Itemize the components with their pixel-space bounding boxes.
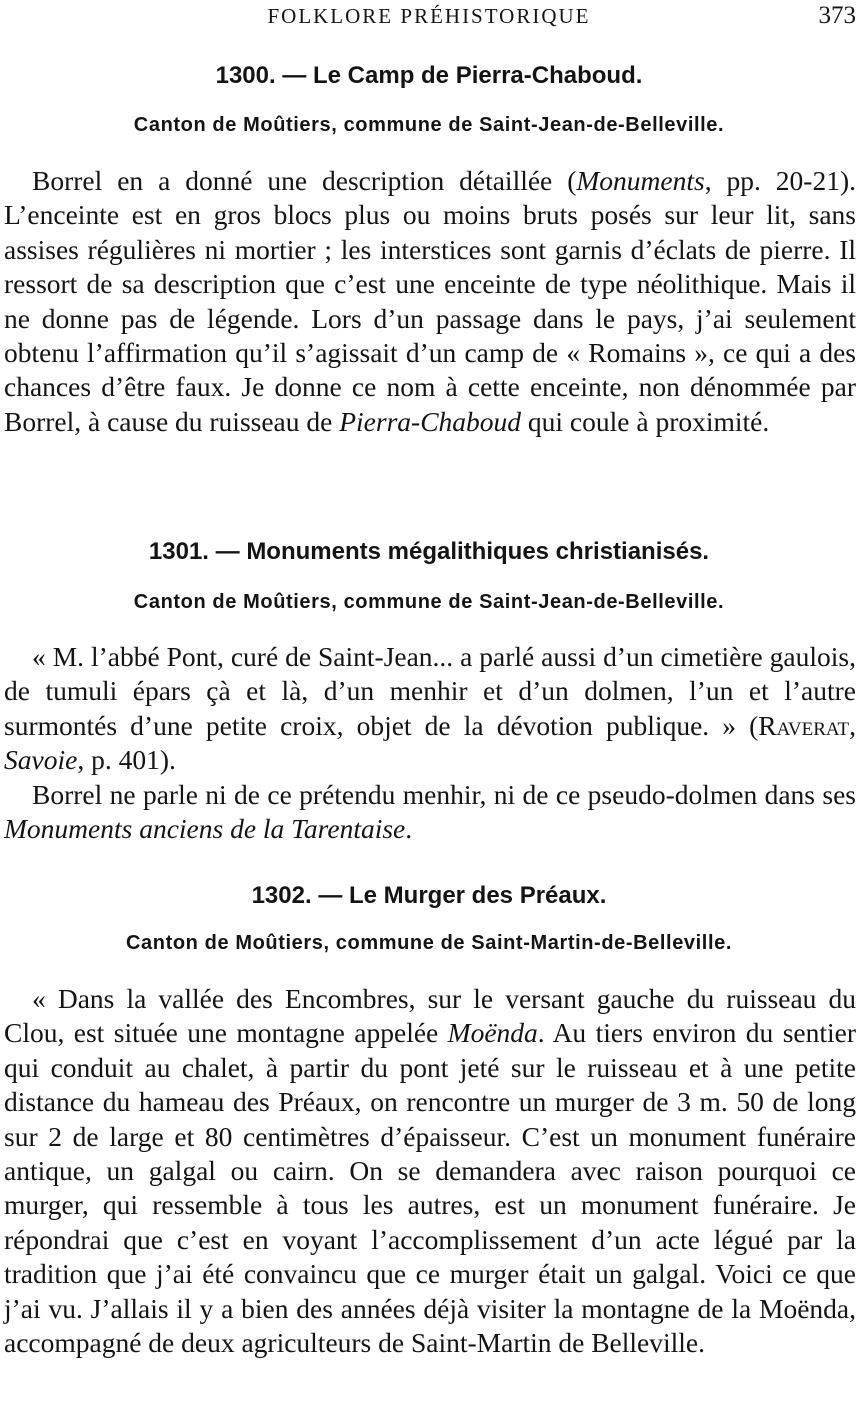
text-run: , p. 401). [77,744,176,776]
paragraph [4,982,856,1360]
place-name: Moënda [447,1017,538,1049]
page-number: 373 [818,2,856,29]
entry-number: 1300. [215,62,276,89]
running-header [0,2,858,32]
paragraph [4,164,856,439]
text-run: qui coule à proximité. [521,405,770,437]
text-run: « M. l’abbé Pont, curé de Saint-Jean... a parlé aussi d’un cimetière gaulois, de tumuli épars çà et là, d’un menhir et d’un dolmen, l’un et l’autre surmontés d’une petite croix, objet de la dévotion publique. » ( [4,641,856,741]
cited-author: Raverat [758,709,850,741]
paragraph [4,640,856,778]
entry-body-1300 [4,164,856,439]
entry-title: Le Camp de Pierra-Chaboud. [313,62,643,89]
running-title: FOLKLORE PRÉHISTORIQUE [267,4,591,28]
paragraph [4,778,856,847]
cited-work: Savoie [4,744,78,776]
text-run: Borrel ne parle ni de ce prétendu menhir, ni de ce pseudo-dolmen dans ses [32,778,856,810]
entry-dash: — [318,882,343,909]
entry-dash: — [215,538,240,565]
entry-location-1302: Canton de Moûtiers, commune de Saint-Martin-de-Belleville. [126,932,732,954]
entry-title: Monuments mégalithiques christianisés. [246,538,710,565]
entry-body-1301 [4,640,856,846]
text-run: « Dans la vallée des Encombres, sur le versant gauche du ruisseau du Clou, est située une montagne appelée [4,983,856,1049]
entry-location-1300: Canton de Moûtiers, commune de Saint-Jean-de-Belleville. [133,114,725,136]
entry-heading-1300 [0,62,858,90]
entry-heading-1302 [0,882,858,910]
text-run: , pp. 20-21). L’enceinte est en gros blocs plus ou moins bruts posés sur leur lit, sans assises régulières ni mortier ; les interstices sont garnis d’éclats de pierre. Il ressort de sa description que c’est une enceinte de type néolithique. Mais il ne donne pas de légende. Lors d’un passage dans le pays, j’ai seulement obtenu l’affirmation qu’il s’agissait d’un camp de « Romains », ce qui a des chances d’être faux. Je donne ce nom à cette enceinte, non dénommée par Borrel, à cause du ruisseau de [4,165,856,437]
entry-dash: — [282,62,307,89]
cited-work: Monuments [576,165,705,196]
text-run: Borrel en a donné une description détaillée ( [32,165,577,196]
entry-location-1301: Canton de Moûtiers, commune de Saint-Jean-de-Belleville. [133,591,725,613]
entry-body-1302 [4,982,856,1360]
text-run: , [849,709,856,741]
text-run: . Au tiers environ du sentier qui conduit au chalet, à partir du pont jeté sur le ruisseau et à une petite distance du hameau des Préaux, on rencontre un murger de 3 m. 50 de long sur 2 de large et 80 centimètres d’épaisseur. C’est un monument funéraire antique, un galgal ou cairn. On se demandera avec raison pourquoi ce murger, qui ressemble à tous les autres, est un monument funéraire. Je répondrai que c’est en voyant l’accomplissement d’un acte légué par la tradition que j’ai été convaincu que ce murger était un galgal. Voici ce que j’ai vu. J’allais il y a bien des années déjà visiter la montagne de la Moënda, accompagné de deux agriculteurs de Saint-Martin de Belleville. [4,1017,856,1359]
cited-work: Monuments anciens de la Tarentaise [4,813,406,845]
text-run: . [405,813,413,845]
entry-number: 1302. [251,882,312,909]
entry-number: 1301. [148,538,209,565]
entry-title: Le Murger des Préaux. [348,882,607,909]
entry-heading-1301 [0,538,858,566]
place-name: Pierra-Chaboud [339,405,522,437]
